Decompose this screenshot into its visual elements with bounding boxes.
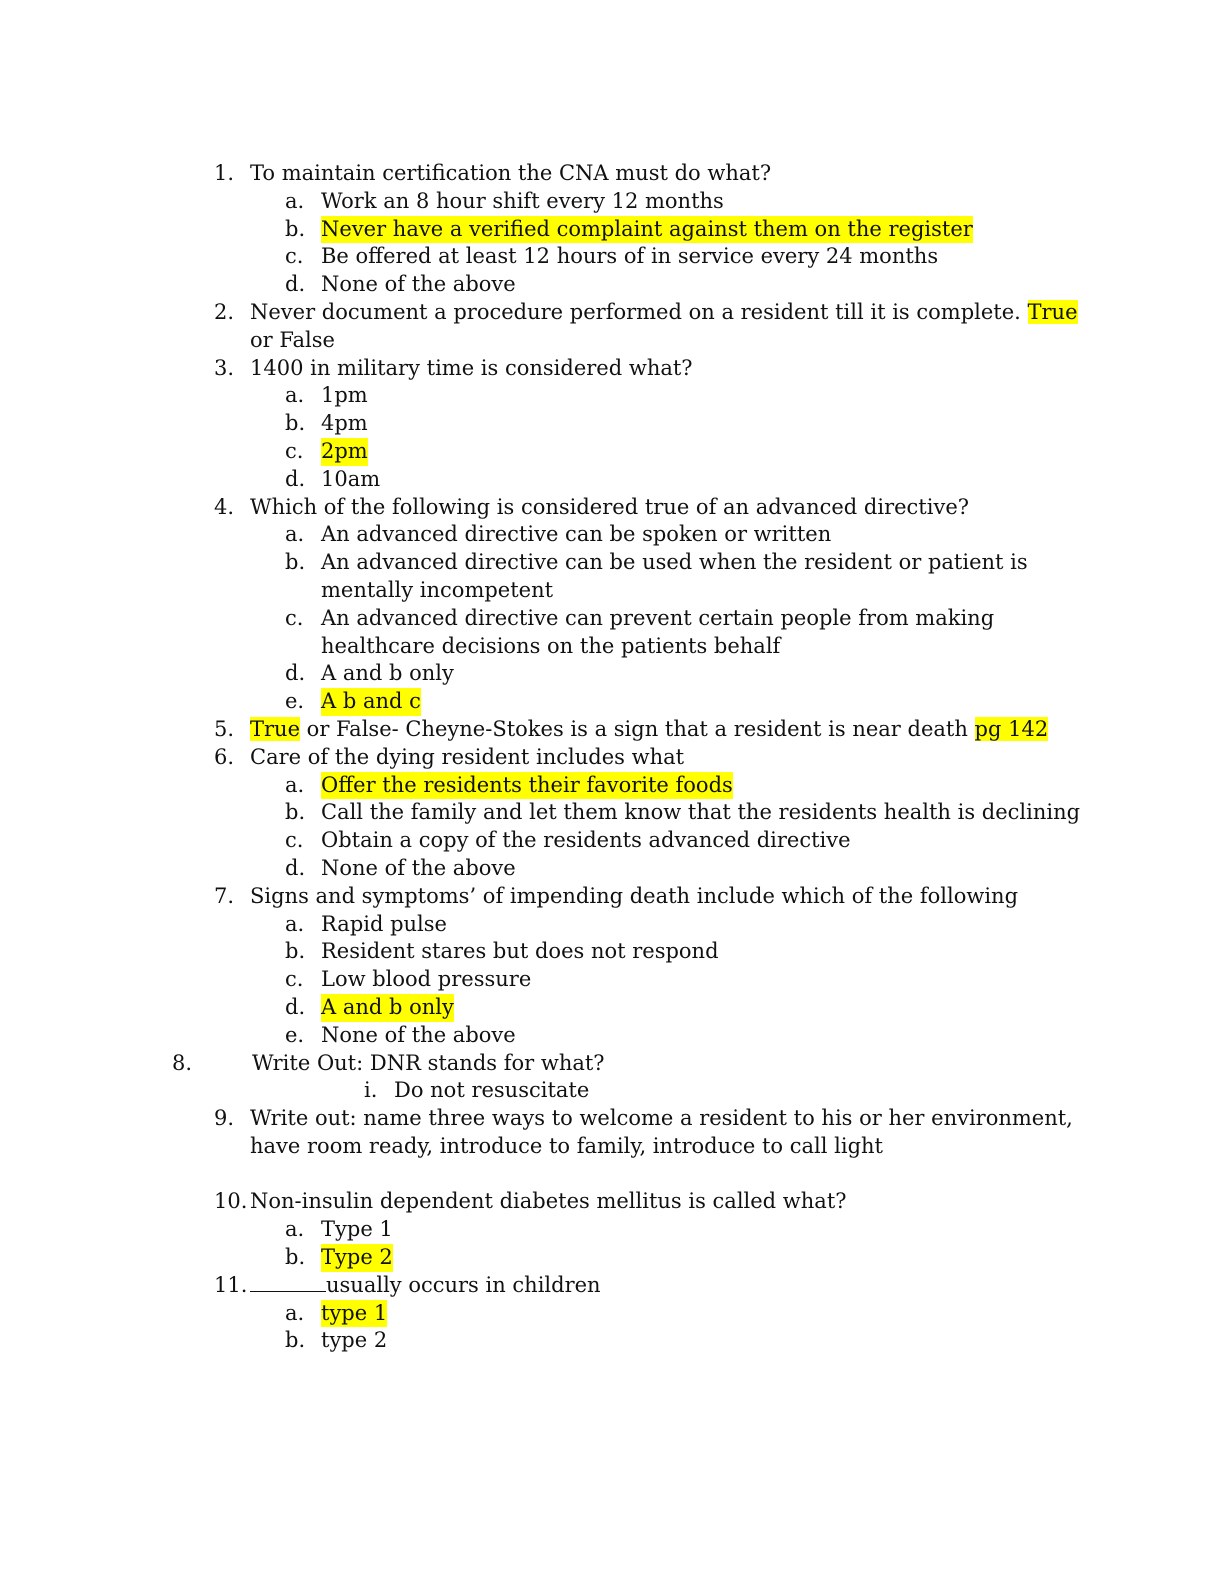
option-7d <box>0 994 1224 1022</box>
option-7e <box>0 1022 1224 1050</box>
option-text: 1pm <box>321 383 368 408</box>
option-letter: b. <box>285 1328 306 1353</box>
highlighted-answer: Offer the residents their favorite foods <box>321 772 733 800</box>
question-3 <box>0 355 1224 383</box>
option-letter: d. <box>285 661 306 686</box>
option-11a <box>0 1300 1224 1328</box>
question-text: Which of the following is considered true of an advanced directive? <box>250 494 970 519</box>
option-letter: c. <box>285 244 304 269</box>
question-text <box>250 1272 601 1300</box>
option-letter: b. <box>285 411 306 436</box>
question-text: Care of the dying resident includes what <box>250 744 685 769</box>
option-letter: b. <box>285 800 306 825</box>
option-text: An advanced directive can be used when the resident or patient is <box>321 550 1028 575</box>
question-text-body: or False- Cheyne-Stokes is a sign that a resident is near death <box>300 716 975 741</box>
option-1d <box>0 271 1224 299</box>
option-text: type 2 <box>321 1328 388 1353</box>
question-10 <box>0 1188 1224 1216</box>
option-7b <box>0 938 1224 966</box>
option-1a <box>0 188 1224 216</box>
question-number: 3. <box>214 355 235 380</box>
question-6 <box>0 744 1224 772</box>
option-letter: d. <box>285 466 306 491</box>
highlighted-answer: A and b only <box>321 994 454 1022</box>
option-text: Resident stares but does not respond <box>321 939 719 964</box>
answer-number: i. <box>364 1078 378 1103</box>
option-letter: a. <box>285 911 305 936</box>
option-text: Be offered at least 12 hours of in service every 24 months <box>321 244 939 269</box>
question-text: Write Out: DNR stands for what? <box>252 1050 605 1075</box>
option-letter: a. <box>285 1217 305 1242</box>
option-letter: c. <box>285 605 304 630</box>
option-letter: c. <box>285 438 304 463</box>
question-text-before: Never document a procedure performed on a resident till it is complete. <box>250 299 1028 324</box>
option-6b <box>0 799 1224 827</box>
option-text: None of the above <box>321 855 516 880</box>
option-text: Work an 8 hour shift every 12 months <box>321 188 724 213</box>
option-3b <box>0 410 1224 438</box>
question-text <box>250 716 1048 744</box>
option-4c <box>0 605 1224 633</box>
question-number: 11. <box>214 1272 248 1297</box>
option-letter: a. <box>285 1300 305 1325</box>
question-text: 1400 in military time is considered what? <box>250 355 693 380</box>
quiz-document <box>0 160 1224 1355</box>
option-6d <box>0 855 1224 883</box>
written-answer: have room ready, introduce to family, introduce to call light <box>250 1133 883 1158</box>
question-number: 6. <box>214 744 235 769</box>
option-text: None of the above <box>321 1022 516 1047</box>
option-letter: d. <box>285 994 306 1019</box>
highlighted-answer: True <box>1027 299 1078 324</box>
option-3a <box>0 382 1224 410</box>
highlighted-answer: A b and c <box>321 688 421 716</box>
option-4b-continued <box>0 577 1224 605</box>
question-11 <box>0 1272 1224 1300</box>
question-7 <box>0 883 1224 911</box>
option-text-continued: healthcare decisions on the patients behalf <box>321 633 781 658</box>
question-text-continued: or False <box>250 327 335 352</box>
option-text: Call the family and let them know that the residents health is declining <box>321 800 1081 825</box>
spacer <box>0 1161 1224 1189</box>
option-letter: c. <box>285 967 304 992</box>
option-letter: b. <box>285 550 306 575</box>
highlighted-answer: type 1 <box>321 1300 387 1328</box>
option-4e <box>0 688 1224 716</box>
option-10a <box>0 1216 1224 1244</box>
option-letter: b. <box>285 1245 306 1270</box>
option-4a <box>0 521 1224 549</box>
option-10b <box>0 1244 1224 1272</box>
option-text: 10am <box>321 466 381 491</box>
option-letter: a. <box>285 188 305 213</box>
option-text: None of the above <box>321 272 516 297</box>
option-4d <box>0 660 1224 688</box>
option-letter: d. <box>285 855 306 880</box>
option-7c <box>0 966 1224 994</box>
fill-in-blank <box>250 1273 326 1292</box>
question-text: Signs and symptoms’ of impending death include which of the following <box>250 883 1019 908</box>
option-letter: a. <box>285 772 305 797</box>
question-number: 2. <box>214 299 235 324</box>
option-text: A and b only <box>321 661 454 686</box>
written-answer: Do not resuscitate <box>394 1078 590 1103</box>
option-6a <box>0 772 1224 800</box>
question-text: Non-insulin dependent diabetes mellitus is called what? <box>250 1189 847 1214</box>
option-letter: d. <box>285 272 306 297</box>
highlighted-answer: 2pm <box>321 438 368 466</box>
question-text <box>250 299 1078 327</box>
question-number: 9. <box>214 1106 235 1131</box>
highlighted-answer: Type 2 <box>321 1244 393 1272</box>
option-text: Low blood pressure <box>321 967 532 992</box>
question-5 <box>0 716 1224 744</box>
question-text: To maintain certification the CNA must do what? <box>250 161 772 185</box>
option-letter: b. <box>285 216 306 241</box>
page-reference: pg 142 <box>974 716 1049 741</box>
option-6c <box>0 827 1224 855</box>
question-number: 7. <box>214 883 235 908</box>
question-number: 5. <box>214 716 235 741</box>
option-text-continued: mentally incompetent <box>321 577 554 602</box>
highlighted-answer: True <box>250 716 300 741</box>
question-number: 4. <box>214 494 235 519</box>
option-text: Obtain a copy of the residents advanced directive <box>321 828 851 853</box>
question-9 <box>0 1105 1224 1133</box>
option-3d <box>0 466 1224 494</box>
option-4b <box>0 549 1224 577</box>
option-text: Type 1 <box>321 1217 393 1242</box>
option-letter: e. <box>285 689 305 714</box>
option-text: Rapid pulse <box>321 911 447 936</box>
question-9-answer <box>0 1133 1224 1161</box>
option-1c <box>0 243 1224 271</box>
question-number: 8. <box>172 1050 193 1075</box>
option-text: An advanced directive can be spoken or written <box>321 522 832 547</box>
option-letter: a. <box>285 522 305 547</box>
option-3c <box>0 438 1224 466</box>
option-letter: c. <box>285 828 304 853</box>
question-2-continued <box>0 327 1224 355</box>
option-1b <box>0 216 1224 244</box>
option-text: An advanced directive can prevent certain people from making <box>321 605 995 630</box>
question-number: 1. <box>214 161 235 185</box>
option-letter: b. <box>285 939 306 964</box>
option-text: 4pm <box>321 411 368 436</box>
question-text-body: usually occurs in children <box>326 1272 601 1297</box>
question-text: Write out: name three ways to welcome a resident to his or her environment, <box>250 1106 1073 1131</box>
option-letter: a. <box>285 383 305 408</box>
question-8-answer <box>0 1077 1224 1105</box>
option-4c-continued <box>0 633 1224 661</box>
option-11b <box>0 1327 1224 1355</box>
option-7a <box>0 911 1224 939</box>
question-8 <box>0 1050 1224 1078</box>
question-4 <box>0 494 1224 522</box>
question-1 <box>0 160 1224 188</box>
question-number: 10. <box>214 1189 248 1214</box>
highlighted-answer: Never have a verified complaint against them on the register <box>321 216 973 244</box>
question-2 <box>0 299 1224 327</box>
option-letter: e. <box>285 1022 305 1047</box>
